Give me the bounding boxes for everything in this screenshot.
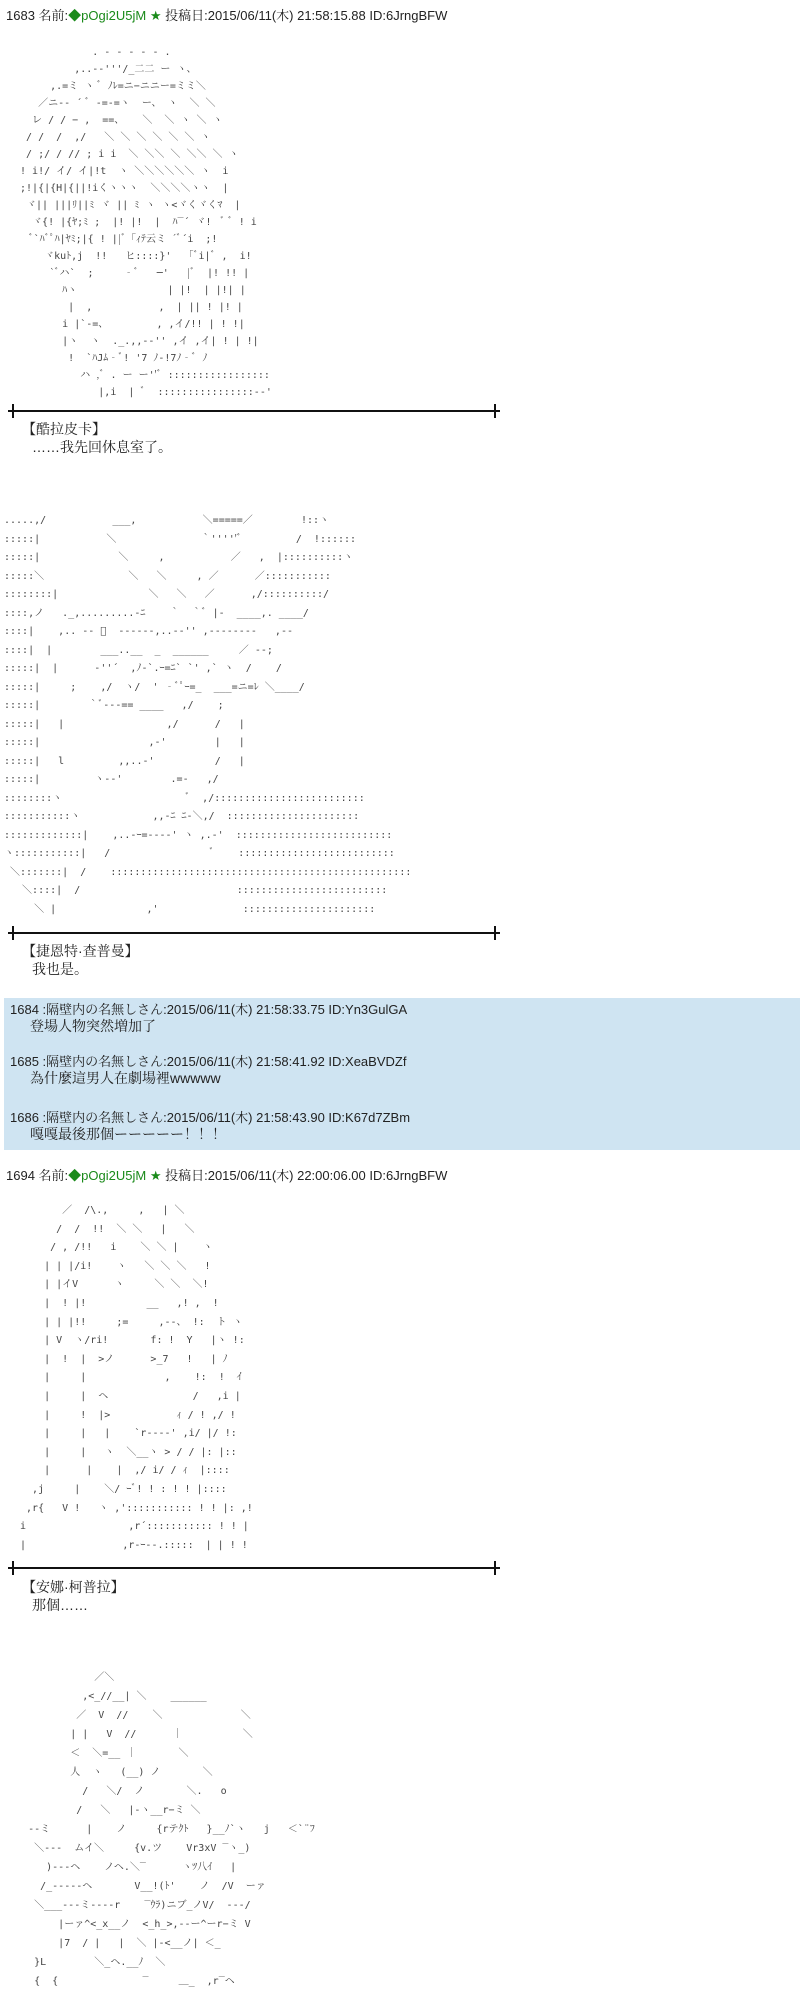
ascii-art-row: ／ V // ＼ ＼ [4, 1710, 251, 1721]
dialogue-line: 我也是。 [32, 961, 88, 977]
ascii-art-row: | | | `r---‐' ,i/ |/ !: [14, 1428, 237, 1440]
speaker-name: 【捷恩特·查普曼】 [22, 943, 139, 959]
ascii-art-row: ＼:::::::| / :::::::::::::::::::::::::::::::::::::::::::::::::: [4, 866, 412, 878]
ascii-art-character [4, 1668, 424, 1998]
ascii-art-row: | ! |! __ ,! , ! [14, 1297, 219, 1309]
ascii-art-row: :::::| | ,/ / | [4, 718, 245, 730]
ascii-art-row: ヽ:::::::::::| / ﾞ :::::::::::::::::::::::::: [4, 848, 395, 859]
ascii-art-row: 人 ヽ (__) ノ ＼ [4, 1767, 213, 1778]
ascii-art-row: ,<_//__| ＼ ______ [4, 1691, 207, 1702]
ascii-art-row: ﾞ`ﾊﾞﾟﾊ|ﾔﾐ;|{ ! ||ﾞ「ｨﾃ云ミ ´ﾞ´i ;! [14, 234, 218, 245]
reply-header: 1685 :隔壁内の名無しさん:2015/06/11(木) 21:58:41.92 ID:XeaBVDZf [10, 1054, 407, 1069]
ascii-art-row: :::::::::::ヽ ,,‐ﾆ ﾆ‐＼,/ :::::::::::::::::::::: [4, 811, 360, 822]
ascii-art-row: )---ヘ ノヘ.＼‾ ヽﾂ八ｲ | [4, 1862, 237, 1873]
ascii-art-row: i ,r´::::::::::: ! ! | [14, 1521, 249, 1533]
speaker-name: 【安娜·柯普拉】 [22, 1579, 125, 1595]
dialogue-line: 那個…… [32, 1597, 88, 1613]
ascii-art-row: ;!|{|{H|{||!iくヽヽヽ ＼＼＼＼ヽヽ | [14, 183, 229, 194]
ascii-art-row: / / !! ＼ ＼ | ＼ [14, 1223, 195, 1235]
ascii-art-row: ＼ | ,' :::::::::::::::::::::: [4, 903, 376, 915]
ascii-art-anna [14, 1202, 434, 1562]
trip-code[interactable]: ◆pOgi2U5jM [68, 1168, 147, 1183]
ascii-art-row: |ヽ ヽ ._.,,-‐'' ,イ ,イ| ! | !| [14, 336, 259, 347]
ascii-art-row: ＼--- ムイ＼ {v.ツ Vr3xV ‾ヽ_) [4, 1843, 251, 1854]
ascii-art-row: ! `ﾊJﾑ‐ﾞ! '7 ﾉ-!7ﾉ‐ﾞ ﾉ [14, 353, 208, 364]
ascii-art-row: ,r{ V ! ヽ ,'::::::::::: ! ! |: ,! [14, 1502, 253, 1514]
ascii-art-row: :::::| ｀ﾞ‐‐‐== ____ ,/ ; [4, 700, 224, 711]
ascii-art-row: ﾊヽ | |! | |!| | [14, 285, 246, 296]
ascii-art-row: | | |!! ;= ,-‐、 !: ト ヽ [14, 1316, 243, 1328]
ascii-art-row: :::::| l ,,..‐' / | [4, 755, 245, 767]
ascii-art-row: :::::| ヽ-‐' .=- ,/ [4, 774, 219, 785]
ascii-art-row: / / / ,/ ＼ ＼ ＼ ＼ ＼ ＼ ヽ [14, 132, 211, 143]
star-icon: ★ [149, 8, 162, 23]
ascii-art-row: ＼___---ミ----r ‾ｳﾗ)ニブ_ノV/ ---/ [4, 1900, 251, 1911]
reply-block [4, 998, 800, 1150]
ascii-art-row: | , , | || ! |! | [14, 302, 243, 313]
reply-header: 1684 :隔壁内の名無しさん:2015/06/11(木) 21:58:33.75 ID:Yn3GulGA [10, 1002, 408, 1017]
reply-body: 為什麼這男人在劇場裡wwwww [30, 1070, 221, 1086]
ascii-art-row: ＜ ＼=__ ｜ ＼ [4, 1748, 189, 1759]
ascii-art-row: :::::| | ‐''´ ,ﾉ‐`.ｰ=ﾆ` `' ,` ヽ / / [4, 663, 282, 674]
ascii-art-row: ,.=ミ ヽ ﾞ ﾉﾚ=ニ−ニニー=ミミ＼ [14, 81, 206, 92]
ascii-art-row: ／ニ‐‐ ´ ﾞ -=‐=ヽ ー、 ヽ ＼ ＼ [14, 98, 216, 109]
ascii-art-row: ,..-‐'''/_二二 ー ヽ、 [14, 64, 197, 75]
ascii-art-row: :::::| ＼ ｀'''''ﾞ / !:::::: [4, 533, 357, 545]
post-number: 1694 [6, 1168, 35, 1183]
ascii-art-row: | ,r-ｰ-‐.::::: | | ! ! [14, 1539, 248, 1551]
ascii-art-row: ヾkuﾄ,j !! ヒ::::}' 「ﾞi|ﾞ , i! [14, 251, 252, 262]
ascii-art-row: |ーァ^<_x__ノ <_h_>,-‐ー^ーr−ミ V [4, 1919, 251, 1930]
ascii-art-row: | | V // ｜ ＼ [4, 1729, 253, 1740]
ascii-art-row: ! i!/ イ/ イ|!t ヽ ＼＼＼＼＼＼ ヽ i [14, 166, 229, 177]
ascii-art-row: レ / / − , ==、 ＼ ＼ ヽ ＼ ヽ [14, 115, 223, 126]
ascii-art-row: ＼::::| / ::::::::::::::::::::::::: [4, 885, 388, 896]
ascii-art-row: | | , !: ! ｲ [14, 1372, 242, 1384]
ascii-art-row: ::::::::| ＼ ＼ ／ ,/::::::::::/ [4, 589, 330, 600]
ascii-art-row: :::::| ,-' | | [4, 737, 245, 748]
ascii-art-row: ::::::::ヽ ﾞ ,/::::::::::::::::::::::::: [4, 792, 365, 804]
divider [8, 932, 500, 934]
ascii-art-row: ／ /\., , | ＼ [14, 1205, 185, 1216]
dialogue-line: ……我先回休息室了。 [32, 439, 172, 455]
ascii-art-row: ::::| | ___..__ _ ______ ／ ‐-; [4, 644, 279, 656]
ascii-art-row: |7 / | | ＼ |-<__ノ| ＜_ [4, 1938, 221, 1949]
ascii-art-row: ／＼ [4, 1672, 115, 1683]
star-icon: ★ [149, 1168, 162, 1183]
ascii-art-row: `ﾞハ` ; ‐ﾞ ─' |ﾞ |! !! | [14, 268, 250, 279]
ascii-art-row: | | | ,/ i/ / ｨ |:::: [14, 1465, 230, 1477]
divider [8, 410, 500, 412]
ascii-art-row: ヾ{! |{ﾔ;ﾐ ; |! |! | ﾊ‾´ ヾ! ﾞ ﾞ ! i [14, 217, 257, 228]
speaker-name: 【酷拉皮卡】 [22, 421, 106, 437]
ascii-art-row: ::::,ノ ._,.........-ﾆ ｀ ｀ﾞ |‐ ____,. ____/ [4, 607, 309, 619]
post-meta: 投稿日:2015/06/11(木) 22:00:06.00 ID:6JrngBFW [165, 1168, 448, 1183]
ascii-art-row: :::::| ＼ , ／ , |::::::::::ヽ [4, 552, 354, 563]
reply-header: 1686 :隔壁内の名無しさん:2015/06/11(木) 21:58:43.90 ID:K67d7ZBm [10, 1110, 411, 1125]
reply-body: 嘎嘎最後那個ーーーーー！！！ [30, 1126, 226, 1142]
ascii-art-row: / ;/ / // ; i i ＼ ＼＼ ＼ ＼＼ ＼ ヽ [14, 149, 239, 160]
ascii-art-row: / ＼/ ノ ＼. o [4, 1786, 227, 1797]
ascii-art-row: / , /!! i ＼ ＼ | ヽ [14, 1242, 213, 1254]
ascii-art-kurapika [14, 44, 334, 399]
ascii-art-row: ::::| ,.. -‐ ﾞ ‐‐‐‐‐‐,..-‐'' ,--‐‐‐‐‐- ,-‐ [4, 626, 300, 637]
trip-code[interactable]: ◆pOgi2U5jM [68, 8, 147, 23]
ascii-art-row: :::::＼ ＼ ＼ , ／ ／::::::::::: [4, 570, 331, 582]
ascii-art-row: / ＼ |-ヽ__r−ミ ＼ [4, 1805, 201, 1816]
ascii-art-row: ,j | ＼/ ｰﾞ! ! : ! ! |:::: [14, 1483, 227, 1495]
ascii-art-row: .....,/ ___, ＼=====／ !::ヽ [4, 515, 330, 526]
ascii-art-row: }L ＼_ヘ.__ﾉ ＼ [4, 1957, 166, 1968]
ascii-art-chapman [4, 512, 534, 927]
ascii-art-row: |,i | ﾞ ::::::::::::::::-‐' [14, 387, 272, 398]
ascii-art-row: | ! |> ｨ / ! ,/ ! [14, 1409, 236, 1421]
ascii-art-row: ハ ,ﾞ . ー ー''ﾞ ::::::::::::::::: [14, 370, 270, 381]
ascii-art-row: ヾ|| |||ﾘ||ﾐ ヾ || ﾐ ヽ ヽ<ヾくヾくﾏ | [14, 200, 241, 211]
post-number: 1683 [6, 8, 35, 23]
ascii-art-row: :::::::::::::| ,..-ｰ=---‐' ヽ ,.‐' :::::::::::::::::::::::::: [4, 829, 393, 841]
post-header [6, 8, 447, 24]
ascii-art-row: { { ‾ ＿_ ,r‾ヘ [4, 1976, 235, 1987]
ascii-art-row: i |`‐=、 , ,イ/!! | ! !| [14, 319, 245, 330]
ascii-art-row: /_-----ヘ V__!(ﾄ' ノ /V ーァ [4, 1881, 266, 1892]
reply-body: 登場人物突然増加了 [30, 1018, 156, 1034]
post-meta: 投稿日:2015/06/11(木) 21:58:15.88 ID:6JrngBFW [165, 8, 448, 23]
ascii-art-row: . - ‐ ‐ ‐ - . [14, 47, 171, 58]
ascii-art-row: --ミ | ノ {rテｸﾄ }__ﾉ`ヽ j ＜`¨ﾌ [4, 1824, 315, 1835]
name-label: 名前: [38, 8, 69, 23]
ascii-art-row: | | |/i! ヽ ＼ ＼ ＼ ! [14, 1260, 211, 1272]
ascii-art-row: | ! | >ノ >_7 ! | ﾉ [14, 1353, 228, 1365]
ascii-art-row: | | ヘ / ,i | [14, 1390, 241, 1402]
ascii-art-row: | |イV ヽ ＼ ＼ ＼! [14, 1279, 209, 1291]
name-label: 名前: [38, 1168, 69, 1183]
ascii-art-row: | | ヽ ＼__ヽ > / / |: |:: [14, 1446, 237, 1458]
post-header [6, 1168, 447, 1184]
ascii-art-row: :::::| ; ,/ ヽ/ ' ‐ﾞﾟｰ=_ ___=ニ=ﾚ ＼____/ [4, 681, 305, 693]
ascii-art-row: | V ヽ/ri! f: ! Y |ヽ !: [14, 1335, 245, 1347]
divider [8, 1567, 500, 1569]
